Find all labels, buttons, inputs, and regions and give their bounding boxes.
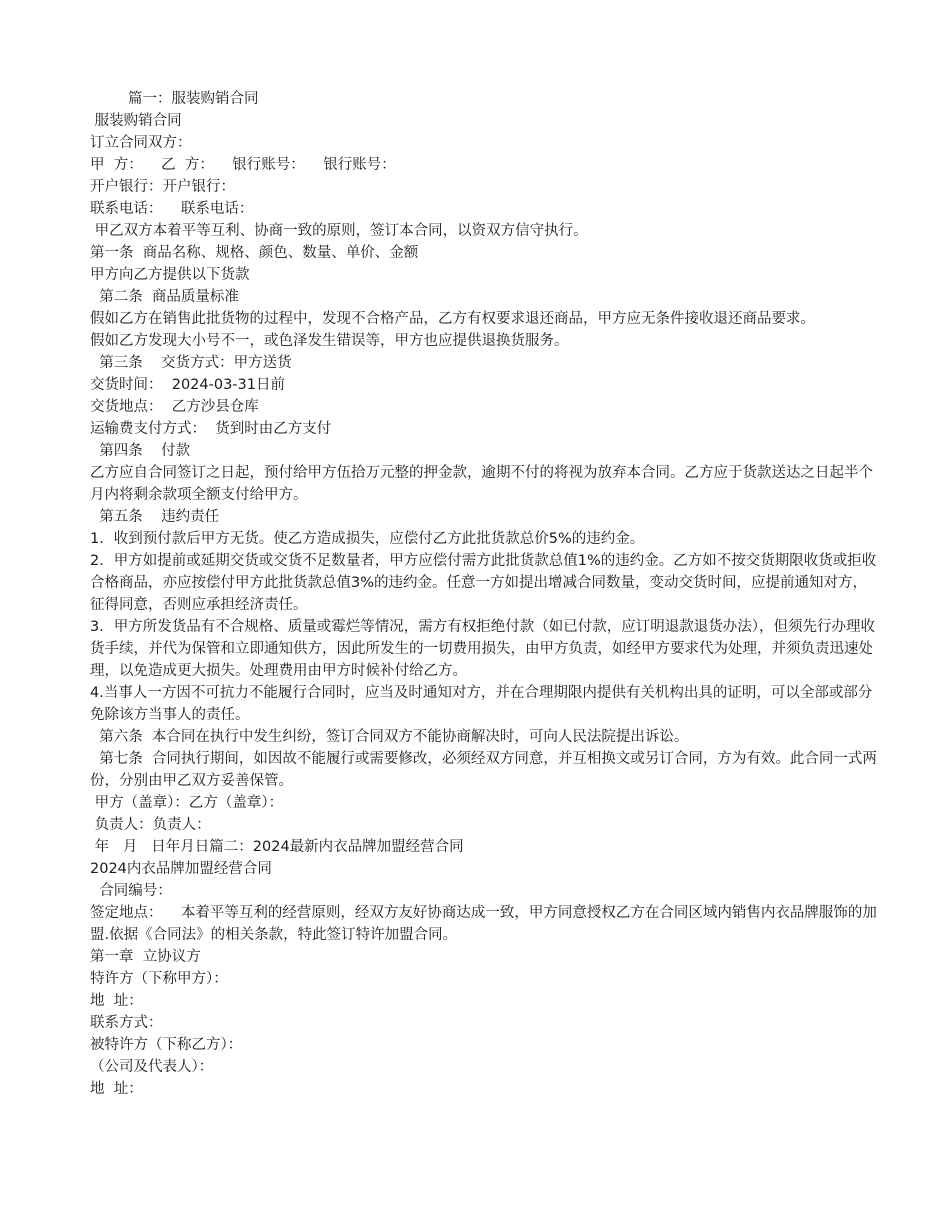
text-line: 联系方式： — [90, 1015, 163, 1031]
text-line: 地 址： — [90, 993, 143, 1009]
section-title: 篇一：服装购销合同 — [128, 91, 259, 107]
article-heading: 第一条 商品名称、规格、颜色、数量、单价、金额 — [90, 245, 419, 261]
text-line: 甲方向乙方提供以下货款 — [90, 267, 250, 283]
article-heading: 第六条 本合同在执行中发生纠纷，签订合同双方不能协商解决时，可向人民法院提出诉讼。 — [90, 729, 689, 745]
text-line: 运输费支付方式： 货到时由乙方支付 — [90, 421, 332, 437]
list-item: 2．甲方如提前或延期交货或交货不足数量者，甲方应偿付需方此批货款总值1%的违约金。乙方如不按交货期限收货或拒收合格商品，亦应按偿付甲方此批货款总值3%的违约金。任意一方如提出增减合同数量，变动交货时间，应提前通知对方，征得同意，否则应承担经济责任。 — [90, 553, 877, 613]
text-line: 被特许方（下称乙方）： — [90, 1037, 243, 1053]
text-line: 甲乙双方本着平等互利、协商一致的原则，签订本合同，以资双方信守执行。 — [90, 223, 588, 239]
text-line: 地 址： — [90, 1081, 143, 1097]
paragraph: 假如乙方发现大小号不一，或色泽发生错误等，甲方也应提供退换货服务。 — [90, 333, 569, 349]
list-item: 4.当事人一方因不可抗力不能履行合同时，应当及时通知对方，并在合理期限内提供有关机构出具的证明，可以全部或部分免除该方当事人的责任。 — [90, 685, 873, 723]
article-heading: 第五条 违约责任 — [90, 509, 220, 525]
article-heading: 第四条 付款 — [90, 443, 191, 459]
text-line: 合同编号： — [90, 883, 172, 899]
paragraph: 第七条 合同执行期间，如因故不能履行或需要修改，必须经双方同意，并互相换文或另订合同，方为有效。此合同一式两份，分别由甲乙双方妥善保管。 — [90, 751, 877, 789]
text-line: 甲 方： 乙 方： 银行账号： 银行账号： — [90, 157, 396, 173]
paragraph: 签定地点： 本着平等互利的经营原则，经双方友好协商达成一致，甲方同意授权乙方在合同区域内销售内衣品牌服饰的加盟.依据《合同法》的相关条款，特此签订特许加盟合同。 — [90, 905, 877, 943]
document-page — [90, 88, 880, 1100]
date-line: 年 月 日年月日篇二：2024最新内衣品牌加盟经营合同 — [90, 839, 464, 855]
text-line: 开户银行：开户银行： — [90, 179, 235, 195]
text-line: 交货地点： 乙方沙县仓库 — [90, 399, 259, 415]
list-item: 1．收到预付款后甲方无货。使乙方造成损失，应偿付乙方此批货款总价5%的违约金。 — [90, 531, 645, 547]
contract-title: 2024内衣品牌加盟经营合同 — [90, 861, 272, 877]
text-line: 联系电话： 联系电话： — [90, 201, 254, 217]
paragraph: 乙方应自合同签订之日起，预付给甲方伍拾万元整的押金款，逾期不付的将视为放弃本合同。乙方应于货款送达之日起半个月内将剩余款项全额支付给甲方。 — [90, 465, 873, 503]
article-heading: 第三条 交货方式：甲方送货 — [90, 355, 292, 371]
article-heading: 第二条 商品质量标准 — [90, 289, 239, 305]
contract-title: 服装购销合同 — [90, 113, 182, 129]
text-line: （公司及代表人）： — [90, 1059, 214, 1075]
text-line: 交货时间： 2024-03-31日前 — [90, 377, 285, 393]
signature-line: 甲方（盖章）：乙方（盖章）： — [90, 795, 284, 811]
list-item: 3．甲方所发货品有不合规格、质量或霉烂等情况，需方有权拒绝付款（如已付款，应订明退款退货办法），但须先行办理收货手续，并代为保管和立即通知供方，因此所发生的一切费用损失，由甲方负责，如经甲方要求代为处理，并须负责迅速处理，以免造成更大损失。处理费用由甲方时候补付给乙方。 — [90, 619, 875, 679]
text-line: 特许方（下称甲方）： — [90, 971, 228, 987]
text-line: 订立合同双方： — [90, 135, 192, 151]
signature-line: 负责人：负责人： — [90, 817, 211, 833]
chapter-heading: 第一章 立协议方 — [90, 949, 201, 965]
paragraph: 假如乙方在销售此批货物的过程中，发现不合格产品，乙方有权要求退还商品，甲方应无条件接收退还商品要求。 — [90, 311, 815, 327]
